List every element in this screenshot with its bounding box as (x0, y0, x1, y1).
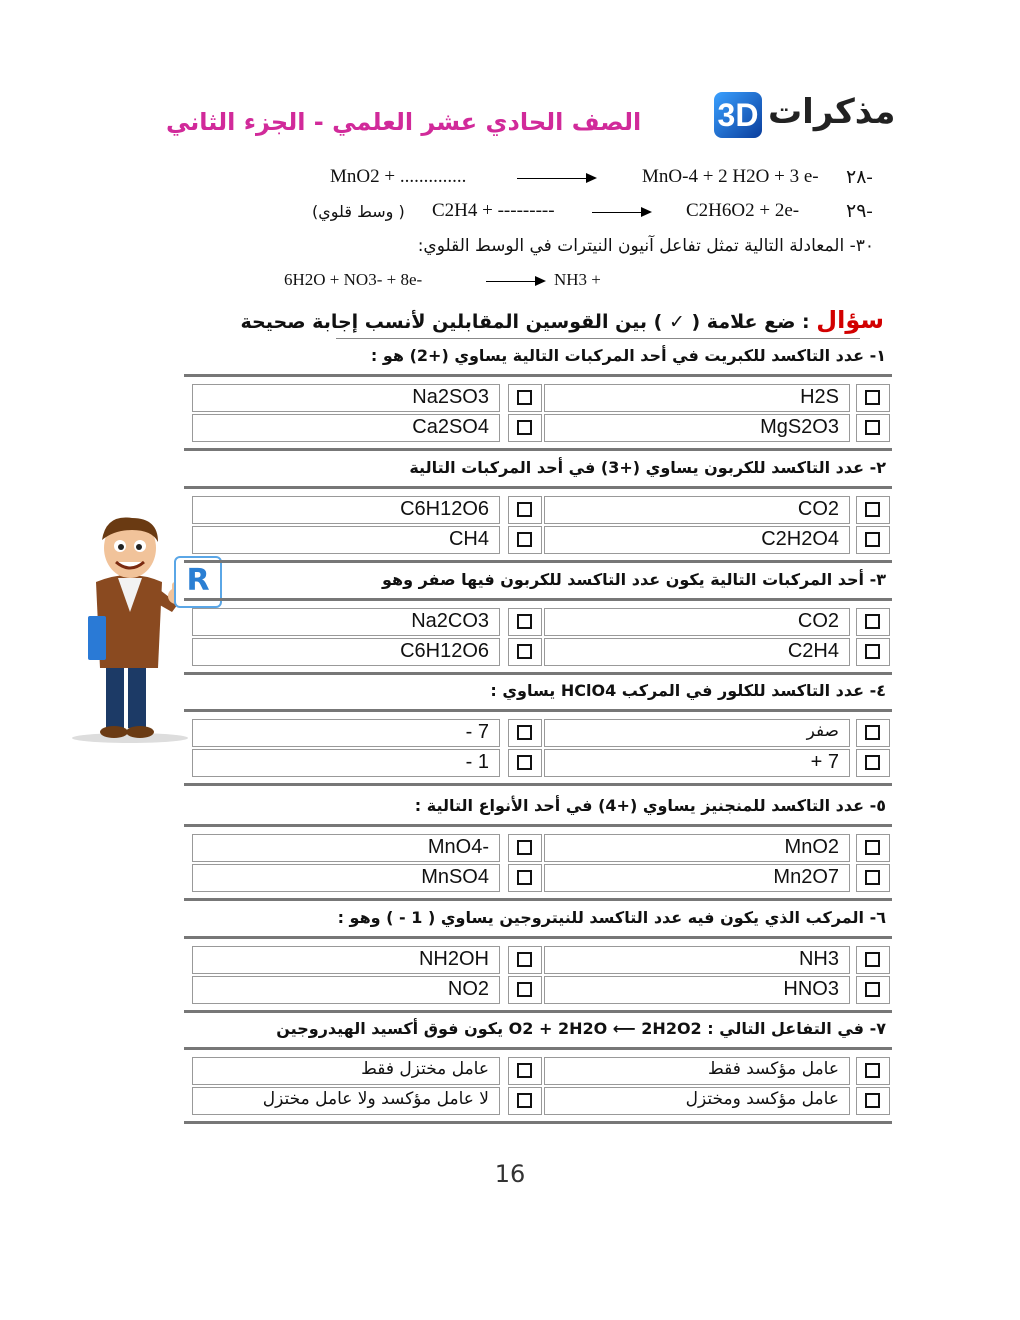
option-cell (192, 414, 500, 442)
answer-checkbox[interactable] (517, 755, 532, 770)
q28-arrow (517, 178, 595, 179)
option-text: C2H4 (787, 640, 839, 662)
answer-checkbox[interactable] (517, 390, 532, 405)
checkbox-cell (508, 384, 542, 412)
question-6-options (184, 938, 892, 1012)
option-text: - 7 (465, 721, 489, 743)
page-number: 16 (494, 1160, 526, 1188)
question-7-title: ٧- في التفاعل التالي : O2 + 2H2O ⟵ 2H2O2 يكون فوق أكسيد الهيدروجين (276, 1019, 886, 1038)
option-cell (192, 719, 500, 747)
option-text: Ca2SO4 (412, 416, 489, 438)
checkbox-cell (856, 1057, 890, 1085)
option-cell (544, 1057, 850, 1085)
question-4-options (184, 711, 892, 785)
option-text: عامل مؤكسد ومختزل (685, 1089, 839, 1109)
answer-checkbox[interactable] (517, 952, 532, 967)
answer-checkbox[interactable] (865, 870, 880, 885)
checkbox-cell (508, 946, 542, 974)
checkbox-cell (856, 834, 890, 862)
option-row (184, 834, 892, 862)
q29-products: C2H6O2 + 2e- (686, 200, 800, 221)
q29-arrow (592, 212, 650, 213)
answer-checkbox[interactable] (517, 870, 532, 885)
option-text: CO2 (797, 498, 839, 520)
divider (184, 709, 892, 712)
q30-text: ٣٠- المعادلة التالية تمثل تفاعل آنيون النيترات في الوسط القلوي: (417, 236, 874, 256)
question-label: سؤال (816, 306, 884, 334)
divider (184, 783, 892, 786)
checkbox-cell (856, 526, 890, 554)
question-3-options (184, 600, 892, 674)
option-row (184, 749, 892, 777)
divider (184, 560, 892, 563)
answer-checkbox[interactable] (865, 1093, 880, 1108)
option-cell (544, 1087, 850, 1115)
question-2-options (184, 488, 892, 562)
heading-underline (336, 338, 860, 339)
option-cell (544, 608, 850, 636)
checkbox-cell (856, 749, 890, 777)
page-header-title: الصف الحادي عشر العلمي - الجزء الثاني (166, 108, 642, 136)
option-text: + 7 (810, 751, 839, 773)
option-text: Na2CO3 (411, 610, 489, 632)
checkbox-cell (856, 976, 890, 1004)
answer-checkbox[interactable] (517, 725, 532, 740)
qr-badge-icon[interactable]: R (174, 556, 222, 608)
option-cell (192, 638, 500, 666)
option-row (184, 1087, 892, 1115)
logo-text: مذكرات (768, 92, 896, 132)
question-5-title: ٥- عدد التاكسد للمنجنيز يساوي (+4) في أحد الأنواع التالية : (414, 796, 886, 815)
divider (184, 1121, 892, 1124)
option-cell (192, 608, 500, 636)
option-cell (544, 719, 850, 747)
option-cell (192, 864, 500, 892)
q29-reactants: C2H4 + --------- (432, 200, 555, 221)
option-row (184, 719, 892, 747)
option-cell (544, 834, 850, 862)
option-text: HNO3 (783, 978, 839, 1000)
checkbox-cell (508, 1087, 542, 1115)
answer-checkbox[interactable] (517, 982, 532, 997)
checkbox-cell (508, 496, 542, 524)
answer-checkbox[interactable] (517, 644, 532, 659)
option-text: CH4 (448, 528, 489, 550)
q30-products: NH3 + (554, 270, 601, 289)
divider (184, 486, 892, 489)
option-row (184, 526, 892, 554)
checkbox-cell (856, 608, 890, 636)
checkbox-cell (508, 414, 542, 442)
logo (714, 92, 896, 140)
checkbox-cell (508, 1057, 542, 1085)
option-cell (192, 834, 500, 862)
checkbox-cell (508, 526, 542, 554)
option-row (184, 414, 892, 442)
option-row (184, 638, 892, 666)
divider (184, 898, 892, 901)
option-row (184, 864, 892, 892)
option-text: C6H12O6 (400, 640, 489, 662)
option-cell (192, 749, 500, 777)
logo-3d-badge: 3D (714, 92, 762, 138)
divider (184, 374, 892, 377)
option-cell (192, 526, 500, 554)
option-cell (544, 496, 850, 524)
checkbox-cell (856, 414, 890, 442)
option-text: H2S (800, 386, 839, 408)
checkbox-cell (856, 638, 890, 666)
option-text: MnO4- (427, 836, 489, 858)
q28-reactants: MnO2 + .............. (330, 166, 467, 187)
option-text: عامل مؤكسد فقط (707, 1059, 839, 1079)
q28-number: ٢٨- (846, 167, 873, 188)
option-cell (192, 976, 500, 1004)
option-text: Na2SO3 (412, 386, 489, 408)
option-row (184, 608, 892, 636)
question-3-title: ٣- أحد المركبات التالية يكون عدد التاكسد للكربون فيها صفر وهو (381, 570, 886, 589)
question-2-title: ٢- عدد التاكسد للكربون يساوي (+3) في أحد المركبات التالية (409, 458, 886, 477)
answer-checkbox[interactable] (865, 725, 880, 740)
option-cell (544, 749, 850, 777)
checkbox-cell (508, 638, 542, 666)
divider (184, 1047, 892, 1050)
answer-checkbox[interactable] (865, 755, 880, 770)
checkbox-cell (856, 719, 890, 747)
option-cell (544, 414, 850, 442)
answer-checkbox[interactable] (517, 614, 532, 629)
option-text: NO2 (447, 978, 489, 1000)
option-row (184, 496, 892, 524)
option-row (184, 384, 892, 412)
q28-products: MnO-4 + 2 H2O + 3 e- (642, 166, 819, 187)
option-cell (544, 946, 850, 974)
divider (184, 1010, 892, 1013)
question-1-title: ١- عدد التاكسد للكبريت في أحد المركبات التالية يساوي (+2) هو : (370, 346, 886, 365)
question-1-options (184, 376, 892, 450)
checkbox-cell (856, 864, 890, 892)
answer-checkbox[interactable] (517, 532, 532, 547)
divider (184, 672, 892, 675)
option-text: لا عامل مؤكسد ولا عامل مختزل (262, 1089, 489, 1109)
option-text: MgS2O3 (760, 416, 839, 438)
option-text: NH2OH (418, 948, 489, 970)
answer-checkbox[interactable] (865, 390, 880, 405)
checkbox-cell (508, 749, 542, 777)
option-text: صفر (806, 721, 839, 741)
option-text: C6H12O6 (400, 498, 489, 520)
option-cell (544, 976, 850, 1004)
answer-checkbox[interactable] (865, 644, 880, 659)
option-cell (192, 384, 500, 412)
divider (184, 598, 892, 601)
option-cell (544, 526, 850, 554)
answer-checkbox[interactable] (865, 420, 880, 435)
answer-checkbox[interactable] (517, 1093, 532, 1108)
answer-checkbox[interactable] (865, 502, 880, 517)
q30-arrow (486, 281, 544, 282)
q30-reactants: 6H2O + NO3- + 8e- (284, 270, 423, 289)
checkbox-cell (508, 719, 542, 747)
checkbox-cell (856, 496, 890, 524)
option-text: MnSO4 (421, 866, 489, 888)
answer-checkbox[interactable] (865, 840, 880, 855)
option-text: MnO2 (784, 836, 839, 858)
answer-checkbox[interactable] (517, 502, 532, 517)
checkbox-cell (508, 834, 542, 862)
answer-checkbox[interactable] (865, 982, 880, 997)
option-cell (192, 1057, 500, 1085)
option-text: عامل مختزل فقط (361, 1059, 489, 1079)
option-text: Mn2O7 (773, 866, 839, 888)
answer-checkbox[interactable] (865, 614, 880, 629)
answer-checkbox[interactable] (865, 1063, 880, 1078)
q29-number: ٢٩- (846, 201, 873, 222)
option-row (184, 946, 892, 974)
option-text: NH3 (798, 948, 839, 970)
divider (184, 936, 892, 939)
option-text: - 1 (465, 751, 489, 773)
question-instruction: : ضع علامة ( ✓ ) بين القوسين المقابلين لأنسب إجابة صحيحة (240, 311, 810, 333)
divider (184, 448, 892, 451)
answer-checkbox[interactable] (517, 420, 532, 435)
option-cell (192, 946, 500, 974)
option-cell (192, 1087, 500, 1115)
answer-checkbox[interactable] (517, 1063, 532, 1078)
option-cell (192, 496, 500, 524)
divider (184, 824, 892, 827)
question-6-title: ٦- المركب الذي يكون فيه عدد التاكسد للنيتروجين يساوي ( 1 - ) وهو : (337, 908, 886, 927)
question-5-options (184, 826, 892, 900)
answer-checkbox[interactable] (865, 532, 880, 547)
option-cell (544, 384, 850, 412)
question-heading (240, 306, 884, 334)
checkbox-cell (508, 608, 542, 636)
checkbox-cell (508, 976, 542, 1004)
checkbox-cell (856, 384, 890, 412)
checkbox-cell (856, 946, 890, 974)
student-illustration (66, 512, 194, 744)
checkbox-cell (508, 864, 542, 892)
answer-checkbox[interactable] (517, 840, 532, 855)
option-cell (544, 638, 850, 666)
question-4-title: ٤- عدد التاكسد للكلور في المركب HClO4 يساوي : (490, 681, 886, 700)
question-7-options (184, 1049, 892, 1123)
checkbox-cell (856, 1087, 890, 1115)
option-cell (544, 864, 850, 892)
option-row (184, 976, 892, 1004)
answer-checkbox[interactable] (865, 952, 880, 967)
q29-condition: ( وسط قلوي) (312, 202, 405, 221)
option-text: C2H2O4 (761, 528, 839, 550)
option-text: CO2 (797, 610, 839, 632)
option-row (184, 1057, 892, 1085)
